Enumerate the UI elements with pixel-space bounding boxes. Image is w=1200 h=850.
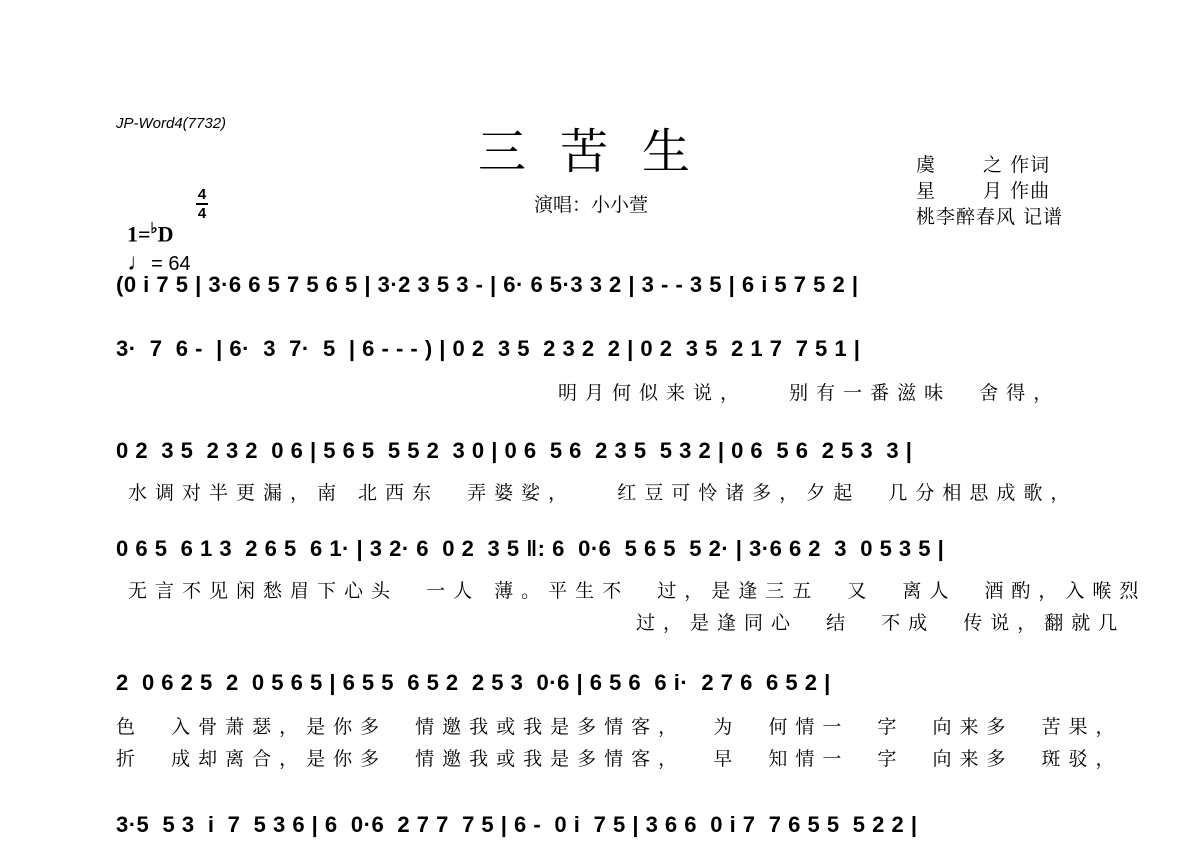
tempo-value: = 64	[151, 253, 191, 275]
composer-credit: 星 月 作曲	[916, 180, 1051, 202]
score-row-6: 3·5 5 3 i 7 5 3 6 | 6 0·6 2 7 7 7 5 | 6 - 0 i 7 5 | 3 6 6 0 i 7 7 6 5 5 5 2 2 |	[116, 812, 918, 837]
lyric-row-5: 色 入骨萧瑟，是你多 情邀我或我是多情客， 为 何情一 字 向来多 苦果，	[116, 716, 1123, 738]
lyric-row-2: 明月何似来说， 别有一番滋味 舍得，	[558, 382, 1061, 404]
score-row-5: 2 0 6 2 5 2 0 5 6 5 | 6 5 5 6 5 2 2 5 3 0·6 | 6 5 6 6 i· 2 7 6 6 5 2 |	[116, 670, 831, 695]
lyricist-credit: 虞 之 作词	[916, 154, 1051, 176]
lyric-row-4: 无言不见闲愁眉下心头 一人 薄。平生不 过，是逢三五 又 离人 酒酌，入喉烈	[128, 580, 1147, 602]
time-signature	[196, 187, 208, 221]
page-title: 三苦生	[478, 124, 725, 180]
score-row-2: 3· 7 6 - | 6· 3 7· 5 | 6 - - - ) | 0 2 3 5 2 3 2 2 | 0 2 3 5 2 1 7 7 5 1 |	[116, 336, 861, 361]
lyric-row-5-verse-2: 折 成却离合，是你多 情邀我或我是多情客， 早 知情一 字 向来多 斑驳，	[116, 748, 1123, 770]
source-label: JP-Word4(7732)	[116, 115, 227, 132]
time-top: 4	[197, 186, 207, 203]
lyric-row-4-verse-2: 过，是逢同心 结 不成 传说，翻就几	[636, 612, 1126, 634]
time-bottom: 4	[197, 205, 207, 222]
lyric-row-3: 水调对半更漏，南 北西东 弄婆娑， 红豆可怜诸多，夕起 几分相思成歌，	[128, 482, 1078, 504]
key-prefix: 1=	[127, 221, 151, 247]
quarter-note-icon: ♩	[127, 249, 152, 276]
score-row-3: 0 2 3 5 2 3 2 0 6 | 5 6 5 5 5 2 3 0 | 0 6 5 6 2 3 5 5 3 2 | 0 6 5 6 2 5 3 3 |	[116, 438, 913, 463]
flat-symbol: ♭	[150, 221, 158, 237]
score-row-4: 0 6 5 6 1 3 2 6 5 6 1· | 3 2· 6 0 2 3 5 ‖: 6 0·6 5 6 5 5 2· | 3·6 6 2 3 0 5 3 5 |	[116, 536, 945, 561]
tempo-marking	[116, 226, 191, 277]
singer-credit: 演唱：小小萱	[534, 194, 649, 216]
transcriber-credit: 桃李醉春风 记谱	[916, 206, 1064, 228]
score-row-1: (0 i 7 5 | 3·6 6 5 7 5 6 5 | 3·2 3 5 3 - | 6· 6 5·3 3 2 | 3 - - 3 5 | 6 i 5 7 5 2 |	[116, 272, 859, 297]
key-note: D	[157, 221, 174, 247]
